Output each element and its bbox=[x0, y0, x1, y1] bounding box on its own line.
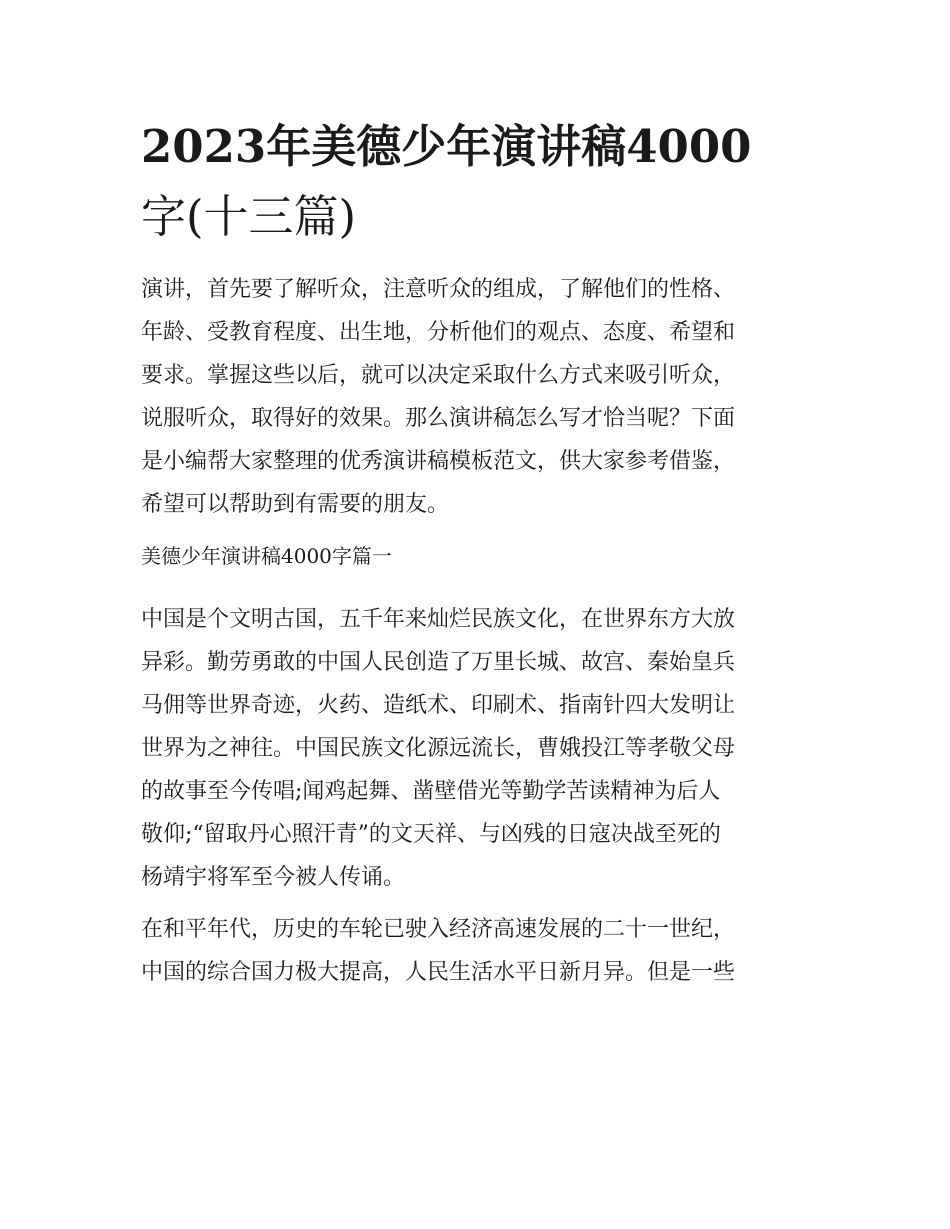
text-line: 马佣等世界奇迹，火药、造纸术、印刷术、指南针四大发明让 bbox=[141, 693, 736, 718]
body-paragraph-1 bbox=[141, 598, 813, 899]
text-line: 要求。掌握这些以后，就可以决定采取什么方式来吸引听众， bbox=[141, 363, 736, 388]
body-paragraph-2 bbox=[141, 908, 813, 994]
document-title bbox=[141, 112, 813, 252]
text-line: 演讲，首先要了解听众，注意听众的组成，了解他们的性格、 bbox=[141, 277, 736, 302]
text-line: 中国是个文明古国，五千年来灿烂民族文化，在世界东方大放 bbox=[141, 607, 736, 632]
text-line: 是小编帮大家整理的优秀演讲稿模板范文，供大家参考借鉴， bbox=[141, 449, 736, 474]
text-line: 说服听众，取得好的效果。那么演讲稿怎么写才恰当呢？下面 bbox=[141, 406, 736, 431]
text-line: 世界为之神往。中国民族文化源远流长，曹娥投江等孝敬父母 bbox=[141, 736, 736, 761]
intro-paragraph bbox=[141, 268, 813, 526]
section-heading: 美德少年演讲稿4000字篇一 bbox=[141, 544, 392, 568]
text-line: 敬仰;“留取丹心照汗青”的文天祥、与凶残的日寇决战至死的 bbox=[141, 822, 721, 847]
text-line: 年龄、受教育程度、出生地，分析他们的观点、态度、希望和 bbox=[141, 320, 736, 345]
text-line: 在和平年代，历史的车轮已驶入经济高速发展的二十一世纪， bbox=[141, 917, 736, 942]
text-line: 的故事至今传唱;闻鸡起舞、凿壁借光等勤学苦读精神为后人 bbox=[141, 779, 721, 804]
text-line: 杨靖宇将军至今被人传诵。 bbox=[141, 865, 406, 890]
text-line: 中国的综合国力极大提高，人民生活水平日新月异。但是一些 bbox=[141, 960, 736, 985]
title-line: 字(十三篇) bbox=[141, 190, 357, 243]
text-line: 异彩。勤劳勇敢的中国人民创造了万里长城、故宫、秦始皇兵 bbox=[141, 650, 736, 675]
document-content bbox=[141, 112, 813, 994]
text-line: 希望可以帮助到有需要的朋友。 bbox=[141, 492, 450, 517]
title-line: 2023年美德少年演讲稿4000 bbox=[141, 120, 752, 173]
